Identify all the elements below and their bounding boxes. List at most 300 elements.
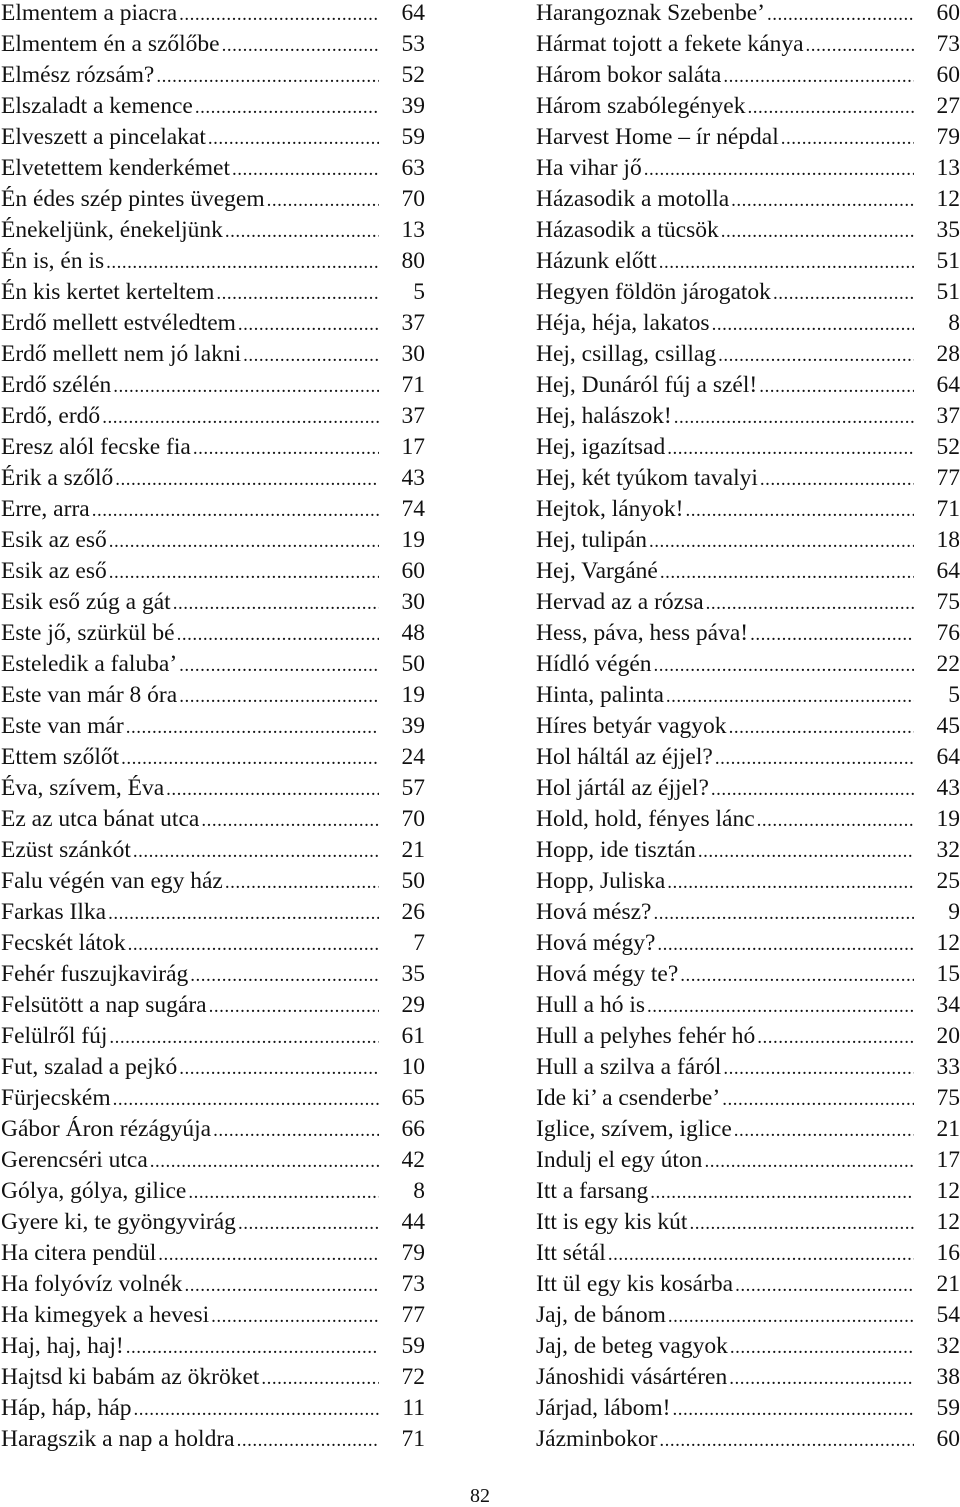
entry-title: Gyere ki, te gyöngyvirág	[1, 1209, 236, 1235]
dot-leader	[723, 1056, 914, 1082]
dot-leader	[759, 374, 914, 400]
entry-page-number: 7	[413, 930, 425, 956]
entry-page-number: 21	[936, 1271, 960, 1297]
index-entry	[1, 1395, 425, 1426]
dot-leader	[654, 901, 915, 927]
entry-page-number: 11	[402, 1395, 425, 1421]
entry-title: Hídló végén	[536, 651, 652, 677]
index-entry	[536, 372, 960, 403]
entry-title: Jaj, de bánom	[536, 1302, 666, 1328]
dot-leader	[730, 1335, 914, 1361]
index-entry	[1, 403, 425, 434]
index-entry	[1, 1054, 425, 1085]
index-entry	[1, 651, 425, 682]
entry-page-number: 30	[401, 589, 425, 615]
entry-title: Hull a szilva a fáról	[536, 1054, 722, 1080]
index-entry	[536, 341, 960, 372]
index-entry	[536, 186, 960, 217]
index-entry	[536, 961, 960, 992]
entry-page-number: 22	[936, 651, 960, 677]
dot-leader	[213, 1118, 379, 1144]
dot-leader	[649, 529, 914, 555]
index-entry	[536, 279, 960, 310]
entry-page-number: 64	[401, 0, 425, 26]
entry-title: Érik a szőlő	[1, 465, 114, 491]
entry-page-number: 35	[936, 217, 960, 243]
entry-title: Esik az eső	[1, 527, 107, 553]
entry-title: Gerencséri utca	[1, 1147, 148, 1173]
dot-leader	[243, 343, 379, 369]
entry-page-number: 71	[401, 372, 425, 398]
entry-page-number: 39	[401, 93, 425, 119]
entry-page-number: 57	[401, 775, 425, 801]
entry-title: Ez az utca bánat utca	[1, 806, 200, 832]
entry-title: Elszaladt a kemence	[1, 93, 193, 119]
index-entry	[536, 31, 960, 62]
index-entry	[1, 1333, 425, 1364]
entry-title: Hopp, Juliska	[536, 868, 666, 894]
entry-title: Éva, szívem, Éva	[1, 775, 165, 801]
entry-title: Gábor Áron rézágyúja	[1, 1116, 212, 1142]
entry-page-number: 20	[936, 1023, 960, 1049]
entry-title: Indulj el egy úton	[536, 1147, 703, 1173]
index-entry	[536, 403, 960, 434]
index-entry	[1, 682, 425, 713]
entry-page-number: 74	[401, 496, 425, 522]
index-entry	[1, 248, 425, 279]
index-entry	[1, 465, 425, 496]
dot-leader	[698, 839, 914, 865]
index-entry	[1, 1426, 425, 1457]
dot-leader	[667, 436, 914, 462]
entry-title: Elmentem a piacra	[1, 0, 178, 26]
entry-title: Hopp, ide tisztán	[536, 837, 696, 863]
index-entry	[1, 527, 425, 558]
index-entry	[1, 992, 425, 1023]
index-entry	[536, 744, 960, 775]
entry-title: Felülről fúj	[1, 1023, 108, 1049]
entry-title: Hull a pelyhes fehér hó	[536, 1023, 756, 1049]
entry-page-number: 37	[401, 310, 425, 336]
index-entry	[1, 837, 425, 868]
dot-leader	[188, 1180, 379, 1206]
entry-title: Hej, Vargáné	[536, 558, 658, 584]
entry-title: Hej, tulipán	[536, 527, 647, 553]
dot-leader	[735, 1273, 914, 1299]
entry-page-number: 21	[936, 1116, 960, 1142]
dot-leader	[689, 1211, 914, 1237]
entry-page-number: 73	[401, 1271, 425, 1297]
dot-leader	[128, 932, 379, 958]
entry-page-number: 79	[936, 124, 960, 150]
index-entry	[536, 1271, 960, 1302]
entry-title: Hess, páva, hess páva!	[536, 620, 749, 646]
dot-leader	[712, 312, 914, 338]
index-column-left	[1, 0, 425, 1457]
dot-leader	[179, 653, 379, 679]
entry-title: Elmész rózsám?	[1, 62, 155, 88]
dot-leader	[781, 126, 914, 152]
entry-title: Hej, csillag, csillag	[536, 341, 717, 367]
entry-page-number: 54	[936, 1302, 960, 1328]
index-entry	[536, 310, 960, 341]
entry-page-number: 59	[401, 1333, 425, 1359]
index-entry	[536, 651, 960, 682]
index-entry	[536, 1333, 960, 1364]
entry-page-number: 59	[401, 124, 425, 150]
entry-page-number: 75	[936, 589, 960, 615]
index-entry	[1, 806, 425, 837]
index-entry	[1, 279, 425, 310]
dot-leader	[722, 1087, 914, 1113]
entry-title: Gólya, gólya, gilice	[1, 1178, 187, 1204]
dot-leader	[647, 994, 914, 1020]
entry-title: Erdő mellett estvéledtem	[1, 310, 236, 336]
index-entry	[1, 310, 425, 341]
entry-page-number: 37	[401, 403, 425, 429]
entry-page-number: 52	[936, 434, 960, 460]
dot-leader	[158, 1242, 379, 1268]
dot-leader	[134, 1397, 379, 1423]
dot-leader	[121, 746, 379, 772]
entry-page-number: 79	[401, 1240, 425, 1266]
index-entry	[536, 527, 960, 558]
dot-leader	[195, 95, 379, 121]
entry-page-number: 16	[936, 1240, 960, 1266]
entry-page-number: 63	[401, 155, 425, 181]
entry-title: Fut, szalad a pejkó	[1, 1054, 178, 1080]
entry-page-number: 13	[936, 155, 960, 181]
entry-title: Jázminbokor	[536, 1426, 658, 1452]
dot-leader	[650, 1180, 914, 1206]
entry-page-number: 33	[936, 1054, 960, 1080]
dot-leader	[704, 1149, 914, 1175]
entry-title: Fecskét látok	[1, 930, 126, 956]
dot-leader	[267, 188, 379, 214]
entry-page-number: 77	[401, 1302, 425, 1328]
index-entry	[536, 1240, 960, 1271]
entry-page-number: 26	[401, 899, 425, 925]
index-entry	[1, 1271, 425, 1302]
entry-title: Iglice, szívem, iglice	[536, 1116, 732, 1142]
dot-leader	[721, 219, 914, 245]
entry-page-number: 64	[936, 558, 960, 584]
dot-leader	[232, 157, 379, 183]
entry-title: Házasodik a tücsök	[536, 217, 719, 243]
entry-page-number: 71	[401, 1426, 425, 1452]
entry-title: Itt is egy kis kút	[536, 1209, 688, 1235]
entry-page-number: 51	[936, 279, 960, 305]
entry-title: Hová mégy te?	[536, 961, 679, 987]
entry-page-number: 13	[401, 217, 425, 243]
dot-leader	[179, 684, 379, 710]
index-entry	[536, 1147, 960, 1178]
dot-leader	[672, 1397, 914, 1423]
entry-title: Én is, én is	[1, 248, 105, 274]
entry-page-number: 64	[936, 744, 960, 770]
index-entry	[536, 589, 960, 620]
dot-leader	[660, 560, 914, 586]
dot-leader	[166, 777, 379, 803]
dot-leader	[757, 808, 914, 834]
entry-title: Hold, hold, fényes lánc	[536, 806, 755, 832]
entry-title: Hol háltál az éjjel?	[536, 744, 713, 770]
entry-title: Ide ki’ a csenderbe’	[536, 1085, 721, 1111]
dot-leader	[113, 374, 379, 400]
entry-title: Héja, héja, lakatos	[536, 310, 710, 336]
entry-title: Ha folyóvíz volnék	[1, 1271, 183, 1297]
entry-title: Erdő, erdő	[1, 403, 101, 429]
index-entry	[1, 930, 425, 961]
index-entry	[1, 961, 425, 992]
index-entry	[536, 558, 960, 589]
index-entry	[1, 558, 425, 589]
entry-page-number: 9	[948, 899, 960, 925]
entry-page-number: 19	[936, 806, 960, 832]
entry-page-number: 50	[401, 868, 425, 894]
dot-leader	[102, 405, 379, 431]
index-entry	[536, 93, 960, 124]
entry-title: Haj, haj, haj!	[1, 1333, 124, 1359]
entry-title: Itt ül egy kis kosárba	[536, 1271, 734, 1297]
index-entry	[536, 713, 960, 744]
entry-title: Hajtsd ki babám az ökröket	[1, 1364, 260, 1390]
entry-title: Hová mész?	[536, 899, 652, 925]
index-entry	[536, 1023, 960, 1054]
entry-page-number: 35	[401, 961, 425, 987]
entry-page-number: 8	[948, 310, 960, 336]
entry-page-number: 39	[401, 713, 425, 739]
index-entry	[1, 496, 425, 527]
dot-leader	[711, 777, 914, 803]
entry-title: Haragszik a nap a holdra	[1, 1426, 235, 1452]
dot-leader	[644, 157, 914, 183]
index-entry	[536, 124, 960, 155]
index-entry	[536, 806, 960, 837]
index-entry	[1, 899, 425, 930]
entry-page-number: 12	[936, 1178, 960, 1204]
dot-leader	[109, 560, 379, 586]
index-entry	[1, 372, 425, 403]
index-entry	[536, 1178, 960, 1209]
entry-title: Hej, Dunáról fúj a szél!	[536, 372, 758, 398]
entry-page-number: 53	[401, 31, 425, 57]
entry-title: Erdő szélén	[1, 372, 112, 398]
dot-leader	[108, 901, 379, 927]
index-entry	[1, 155, 425, 186]
entry-page-number: 50	[401, 651, 425, 677]
entry-title: Hejtok, lányok!	[536, 496, 684, 522]
entry-title: Fürjecském	[1, 1085, 111, 1111]
entry-page-number: 65	[401, 1085, 425, 1111]
entry-page-number: 64	[936, 372, 960, 398]
dot-leader	[115, 467, 379, 493]
entry-page-number: 12	[936, 930, 960, 956]
entry-title: Hervad az a rózsa	[536, 589, 704, 615]
entry-title: Eresz alól fecske fia	[1, 434, 191, 460]
dot-leader	[659, 250, 914, 276]
entry-title: Este van már	[1, 713, 124, 739]
entry-page-number: 12	[936, 1209, 960, 1235]
entry-page-number: 17	[401, 434, 425, 460]
index-entry	[1, 434, 425, 465]
dot-leader	[109, 529, 379, 555]
entry-page-number: 34	[936, 992, 960, 1018]
index-entry	[1, 124, 425, 155]
dot-leader	[760, 467, 914, 493]
entry-title: Esteledik a faluba’	[1, 651, 178, 677]
dot-leader	[767, 2, 914, 28]
entry-page-number: 15	[936, 961, 960, 987]
entry-page-number: 43	[936, 775, 960, 801]
index-entry	[1, 1147, 425, 1178]
dot-leader	[209, 994, 379, 1020]
index-entry	[536, 1116, 960, 1147]
index-entry	[536, 837, 960, 868]
entry-title: Hármat tojott a fekete kánya	[536, 31, 804, 57]
dot-leader	[729, 1366, 914, 1392]
index-entry	[1, 217, 425, 248]
dot-leader	[237, 1428, 379, 1454]
entry-page-number: 59	[936, 1395, 960, 1421]
entry-page-number: 66	[401, 1116, 425, 1142]
entry-title: Hinta, palinta	[536, 682, 664, 708]
index-entry	[1, 1085, 425, 1116]
dot-leader	[750, 622, 914, 648]
dot-leader	[666, 684, 914, 710]
entry-title: Elvetettem kenderkémet	[1, 155, 231, 181]
entry-title: Fehér fuszujkavirág	[1, 961, 189, 987]
dot-leader	[706, 591, 914, 617]
index-entry	[1, 620, 425, 651]
index-entry	[536, 434, 960, 465]
entry-title: Jánoshidi vásártéren	[536, 1364, 728, 1390]
entry-page-number: 12	[936, 186, 960, 212]
entry-page-number: 5	[413, 279, 425, 305]
dot-leader	[133, 839, 379, 865]
entry-title: Ha citera pendül	[1, 1240, 157, 1266]
entry-page-number: 19	[401, 527, 425, 553]
dot-leader	[179, 1056, 379, 1082]
index-entry	[536, 1054, 960, 1085]
index-entry	[1, 1116, 425, 1147]
index-entry	[1, 1178, 425, 1209]
dot-leader	[156, 64, 379, 90]
entry-page-number: 51	[936, 248, 960, 274]
entry-page-number: 45	[936, 713, 960, 739]
entry-page-number: 25	[936, 868, 960, 894]
dot-leader	[201, 808, 379, 834]
index-column-right	[536, 0, 960, 1457]
index-entry	[536, 496, 960, 527]
entry-title: Én kis kertet kerteltem	[1, 279, 215, 305]
entry-page-number: 48	[401, 620, 425, 646]
dot-leader	[177, 622, 379, 648]
entry-title: Ettem szőlőt	[1, 744, 120, 770]
entry-title: Elveszett a pincelakat	[1, 124, 206, 150]
index-entry	[1, 744, 425, 775]
entry-title: Esik az eső	[1, 558, 107, 584]
index-entry	[536, 465, 960, 496]
entry-page-number: 21	[401, 837, 425, 863]
dot-leader	[747, 95, 914, 121]
dot-leader	[184, 1273, 379, 1299]
index-entry	[1, 713, 425, 744]
entry-page-number: 42	[401, 1147, 425, 1173]
dot-leader	[668, 1304, 914, 1330]
dot-leader	[238, 1211, 379, 1237]
index-entry	[1, 1364, 425, 1395]
entry-title: Jaj, de beteg vagyok	[536, 1333, 728, 1359]
entry-page-number: 70	[401, 806, 425, 832]
entry-page-number: 61	[401, 1023, 425, 1049]
index-entry	[536, 1085, 960, 1116]
entry-title: Erre, arra	[1, 496, 90, 522]
dot-leader	[225, 219, 379, 245]
entry-title: Hol jártál az éjjel?	[536, 775, 709, 801]
entry-title: Hej, két tyúkom tavalyi	[536, 465, 758, 491]
dot-leader	[723, 64, 914, 90]
dot-leader	[126, 1335, 379, 1361]
entry-title: Három szabólegények	[536, 93, 746, 119]
dot-leader	[126, 715, 379, 741]
entry-title: Este jő, szürkül bé	[1, 620, 175, 646]
dot-leader	[674, 405, 914, 431]
entry-page-number: 75	[936, 1085, 960, 1111]
index-entry	[536, 0, 960, 31]
dot-leader	[193, 436, 379, 462]
entry-page-number: 37	[936, 403, 960, 429]
dot-leader	[225, 870, 379, 896]
entry-page-number: 32	[936, 837, 960, 863]
entry-page-number: 24	[401, 744, 425, 770]
page-number: 82	[470, 1485, 490, 1507]
dot-leader	[686, 498, 915, 524]
index-entry	[536, 155, 960, 186]
entry-title: Ha kimegyek a hevesi	[1, 1302, 210, 1328]
dot-leader	[654, 653, 914, 679]
entry-title: Házunk előtt	[536, 248, 657, 274]
entry-page-number: 60	[936, 0, 960, 26]
entry-title: Hej, igazítsad	[536, 434, 666, 460]
dot-leader	[734, 1118, 914, 1144]
entry-title: Házasodik a motolla	[536, 186, 730, 212]
entry-page-number: 10	[401, 1054, 425, 1080]
dot-leader	[731, 188, 914, 214]
index-entry	[1, 775, 425, 806]
dot-leader	[806, 33, 914, 59]
entry-title: Harvest Home – ír népdal	[536, 124, 779, 150]
index-entry	[536, 217, 960, 248]
entry-title: Erdő mellett nem jó lakni	[1, 341, 242, 367]
index-entry	[1, 1240, 425, 1271]
entry-page-number: 30	[401, 341, 425, 367]
entry-page-number: 32	[936, 1333, 960, 1359]
dot-leader	[667, 870, 914, 896]
entry-title: Én édes szép pintes üvegem	[1, 186, 265, 212]
entry-page-number: 28	[936, 341, 960, 367]
dot-leader	[150, 1149, 379, 1175]
index-entry	[1, 0, 425, 31]
dot-leader	[261, 1366, 379, 1392]
entry-page-number: 5	[948, 682, 960, 708]
index-entry	[536, 1364, 960, 1395]
entry-page-number: 60	[936, 62, 960, 88]
dot-leader	[173, 591, 379, 617]
index-entry	[536, 1426, 960, 1457]
dot-leader	[216, 281, 379, 307]
index-entry	[1, 1302, 425, 1333]
